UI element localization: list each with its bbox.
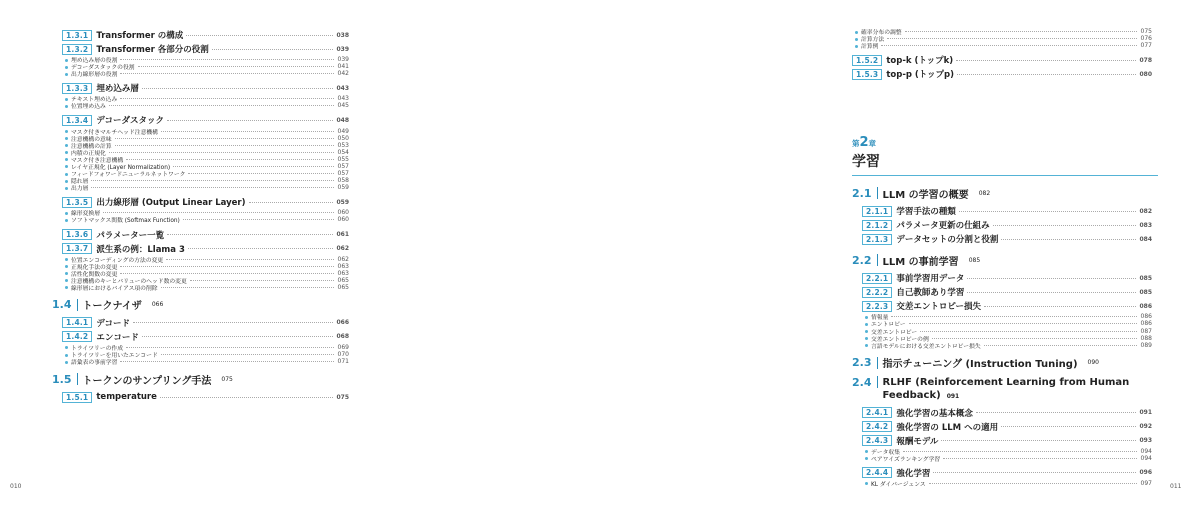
chapter-title: 学習 bbox=[852, 151, 1158, 176]
subsection-title: 線形変換層 bbox=[71, 211, 100, 218]
right-page bbox=[400, 0, 1181, 505]
section-number: 1.3.1 bbox=[62, 30, 92, 41]
toc-subsection-row[interactable] bbox=[62, 358, 349, 365]
section-number: 2.1.2 bbox=[862, 220, 892, 231]
section-title: 派生系の例：Llama 3 bbox=[96, 244, 185, 255]
page-ref: 094 bbox=[1140, 454, 1152, 462]
page-ref: 094 bbox=[1140, 447, 1152, 455]
subsection-title: 出力層 bbox=[71, 186, 89, 193]
leader-dots bbox=[161, 287, 334, 288]
toc-subsection-row[interactable] bbox=[62, 184, 349, 191]
section-number: 1.3.7 bbox=[62, 243, 92, 254]
toc-subsection-row[interactable] bbox=[862, 342, 1152, 349]
subsection-title: 活性化関数の変更 bbox=[71, 271, 118, 278]
leader-dots bbox=[956, 60, 1136, 61]
toc-subsection-row[interactable] bbox=[852, 42, 1152, 49]
section-title: Transformer 各部分の役割 bbox=[96, 45, 209, 55]
chapter-section-number: 1.5 bbox=[52, 372, 72, 386]
subsection-title: トライツリーの作成 bbox=[71, 346, 123, 353]
subsection-title: 正規化手法の変更 bbox=[71, 264, 118, 271]
page-ref: 039 bbox=[336, 45, 349, 53]
page-ref: 063 bbox=[337, 262, 349, 270]
leader-dots bbox=[957, 74, 1136, 75]
section-number: 1.3.5 bbox=[62, 197, 92, 208]
page-ref: 059 bbox=[336, 198, 349, 206]
chapter-section-number: 2.3 bbox=[852, 356, 872, 370]
leader-dots bbox=[887, 38, 1137, 39]
toc-section-row[interactable] bbox=[862, 218, 1152, 232]
section-number: 1.5.2 bbox=[852, 55, 882, 66]
page-ref: 085 bbox=[968, 256, 981, 264]
subsection-title: 注意機構の計算 bbox=[71, 143, 112, 150]
toc-section-row[interactable] bbox=[862, 420, 1152, 434]
subsection-title: 隠れ層 bbox=[71, 179, 89, 186]
section-title: 事前学習用データ bbox=[896, 274, 965, 285]
section-title: 強化学習 bbox=[896, 468, 931, 479]
section-title: デコード bbox=[96, 318, 131, 329]
toc-section-row[interactable] bbox=[862, 232, 1152, 246]
subsection-title: 情報量 bbox=[871, 315, 889, 322]
section-title: データセットの分割と役割 bbox=[896, 235, 999, 246]
chapter-section-title-text: トークンのサンプリング手法 bbox=[82, 375, 212, 387]
section-number: 1.5.3 bbox=[852, 69, 882, 80]
section-title: 交差エントロピー損失 bbox=[896, 302, 982, 313]
section-number: 2.1.1 bbox=[862, 206, 892, 217]
subsection-title: ソフトマックス関数 (Softmax Function) bbox=[71, 218, 180, 225]
subsection-title: 位置エンコーディングの方法の変更 bbox=[71, 257, 164, 264]
subsection-title: マスク付き注意機構 bbox=[71, 157, 124, 164]
toc-chapter-section-row[interactable] bbox=[52, 370, 349, 388]
leader-dots bbox=[920, 331, 1137, 332]
page-ref: 038 bbox=[336, 31, 349, 39]
divider bbox=[877, 357, 878, 369]
leader-dots bbox=[126, 347, 334, 348]
page-ref: 069 bbox=[337, 344, 349, 352]
toc-section-row[interactable] bbox=[62, 113, 349, 127]
leader-dots bbox=[115, 145, 334, 146]
page-ref: 045 bbox=[337, 102, 349, 110]
section-title: 埋め込み層 bbox=[96, 84, 139, 95]
leader-dots bbox=[933, 472, 1136, 473]
leader-dots bbox=[126, 159, 334, 160]
page-ref: 057 bbox=[337, 170, 349, 178]
section-number: 1.3.2 bbox=[62, 44, 92, 55]
chapter-section-number: 2.1 bbox=[852, 186, 872, 200]
toc-subsection-row[interactable] bbox=[62, 284, 349, 291]
page-ref: 065 bbox=[337, 283, 349, 291]
toc-section-row[interactable] bbox=[62, 28, 349, 42]
page-ref: 065 bbox=[337, 276, 349, 284]
leader-dots bbox=[190, 280, 334, 281]
section-number: 1.3.3 bbox=[62, 83, 92, 94]
section-number: 2.4.3 bbox=[862, 435, 892, 446]
page-ref: 060 bbox=[337, 216, 349, 224]
subsection-title: トライツリーを用いたエンコード bbox=[71, 353, 158, 360]
subsection-title: 注意機構の意味 bbox=[71, 136, 112, 143]
section-number: 1.5.1 bbox=[62, 392, 92, 403]
page-ref: 082 bbox=[978, 189, 991, 197]
page-ref: 075 bbox=[221, 375, 233, 383]
leader-dots bbox=[120, 98, 334, 99]
section-number: 1.4.1 bbox=[62, 317, 92, 328]
page-ref: 057 bbox=[337, 162, 349, 170]
page-ref: 080 bbox=[1139, 70, 1152, 78]
toc-section-row[interactable] bbox=[62, 316, 349, 330]
chapter-section-title bbox=[883, 355, 1078, 370]
chapter-section-title-text: LLM の事前学習 bbox=[882, 256, 959, 268]
subsection-title: 計算方法 bbox=[861, 37, 885, 44]
subsection-title: 交差エントロピー bbox=[871, 329, 918, 336]
subsection-title: データ収集 bbox=[871, 449, 900, 456]
toc-subsection-row[interactable] bbox=[862, 480, 1152, 487]
chapter-section-title bbox=[883, 186, 969, 201]
leader-dots bbox=[173, 166, 334, 167]
divider bbox=[77, 373, 78, 385]
subsection-title: 内積の正規化 bbox=[71, 150, 106, 157]
leader-dots bbox=[142, 336, 334, 337]
leader-dots bbox=[109, 105, 334, 106]
section-number: 2.4.1 bbox=[862, 407, 892, 418]
page-ref: 092 bbox=[1139, 423, 1152, 431]
leader-dots bbox=[188, 248, 334, 249]
toc-section-row[interactable] bbox=[862, 299, 1152, 313]
page-ref: 090 bbox=[1087, 359, 1099, 367]
leader-dots bbox=[142, 88, 334, 89]
leader-dots bbox=[903, 451, 1137, 452]
page-ref: 061 bbox=[336, 231, 349, 238]
chapter-label-suffix: 章 bbox=[868, 139, 877, 149]
toc-subsection-row[interactable] bbox=[852, 28, 1152, 35]
leader-dots bbox=[967, 278, 1136, 279]
leader-dots bbox=[166, 259, 334, 260]
subsection-title: 確率分布の調整 bbox=[861, 30, 902, 37]
page-ref: 039 bbox=[337, 56, 349, 64]
toc-subsection-row[interactable] bbox=[62, 177, 349, 184]
page-number: 011 bbox=[1170, 483, 1181, 490]
page-ref: 093 bbox=[1139, 437, 1152, 445]
toc-chapter-section-row[interactable] bbox=[852, 354, 1152, 372]
subsection-title: 埋め込み層の役割 bbox=[71, 58, 118, 65]
page-ref: 068 bbox=[336, 333, 349, 341]
toc-section-row[interactable] bbox=[862, 434, 1152, 448]
page-ref: 053 bbox=[337, 141, 349, 149]
leader-dots bbox=[212, 49, 334, 50]
section-title: パラメーター一覧 bbox=[96, 230, 165, 241]
subsection-title: レイヤ正規化 (Layer Normalization) bbox=[71, 164, 171, 171]
section-title: 自己教師あり学習 bbox=[896, 288, 965, 299]
leader-dots bbox=[984, 345, 1137, 346]
leader-dots bbox=[993, 225, 1137, 226]
toc-subsection-row[interactable] bbox=[62, 216, 349, 223]
section-title: デコーダスタック bbox=[96, 116, 165, 127]
divider bbox=[877, 254, 878, 266]
leader-dots bbox=[967, 292, 1136, 293]
toc-section-row[interactable] bbox=[62, 390, 349, 404]
leader-dots bbox=[1001, 239, 1136, 240]
leader-dots bbox=[115, 138, 334, 139]
toc-list bbox=[52, 28, 349, 404]
section-title: 出力線形層 (Output Linear Layer) bbox=[96, 198, 246, 209]
page-ref: 087 bbox=[1140, 327, 1152, 335]
page-ref: 097 bbox=[1140, 479, 1152, 487]
page-ref: 085 bbox=[1139, 288, 1152, 296]
leader-dots bbox=[120, 266, 334, 267]
chapter-section-title-text: トークナイザ bbox=[82, 301, 142, 313]
page-ref: 082 bbox=[1139, 207, 1152, 215]
subsection-title: ペアワイズランキング学習 bbox=[871, 456, 941, 463]
subsection-title: エントロピー bbox=[871, 322, 906, 329]
leader-dots bbox=[120, 59, 334, 60]
chapter-section-title bbox=[83, 297, 142, 312]
leader-dots bbox=[188, 173, 334, 174]
page-ref: 086 bbox=[1139, 302, 1152, 310]
leader-dots bbox=[138, 66, 334, 67]
section-title: top-p (トップp) bbox=[886, 70, 955, 81]
section-title: 強化学習の LLM への適用 bbox=[896, 422, 999, 433]
toc-section-row[interactable] bbox=[852, 67, 1152, 81]
chapter-header bbox=[852, 135, 1152, 176]
section-number: 2.2.3 bbox=[862, 301, 892, 312]
leader-dots bbox=[161, 354, 334, 355]
chapter-section-title-text: 指示チューニング (Instruction Tuning) bbox=[882, 359, 1078, 371]
toc-section-row[interactable] bbox=[862, 271, 1152, 285]
section-number: 2.1.3 bbox=[862, 234, 892, 245]
toc-section-row[interactable] bbox=[852, 53, 1152, 67]
leader-dots bbox=[161, 131, 334, 132]
leader-dots bbox=[167, 234, 333, 235]
page-ref: 055 bbox=[337, 155, 349, 163]
leader-dots bbox=[984, 306, 1136, 307]
chapter-section-number: 2.2 bbox=[852, 253, 872, 267]
page-ref: 058 bbox=[337, 177, 349, 185]
page-ref: 078 bbox=[1139, 56, 1152, 64]
chapter-number: 2 bbox=[859, 135, 869, 151]
page-ref: 054 bbox=[337, 148, 349, 156]
chapter-label bbox=[852, 135, 1152, 150]
section-title: top-k (トップk) bbox=[886, 56, 954, 67]
toc-subsection-row[interactable] bbox=[62, 102, 349, 109]
leader-dots bbox=[249, 202, 334, 203]
leader-dots bbox=[932, 338, 1137, 339]
toc-list bbox=[852, 184, 1152, 488]
toc-section-row[interactable] bbox=[62, 242, 349, 256]
subsection-title: 線形層におけるバイアス項の削除 bbox=[71, 285, 158, 292]
section-title: 強化学習の基本概念 bbox=[896, 408, 973, 419]
leader-dots bbox=[120, 73, 334, 74]
section-number: 2.4.4 bbox=[862, 467, 892, 478]
page-ref: 077 bbox=[1140, 42, 1152, 50]
toc-section-row[interactable] bbox=[62, 330, 349, 344]
page-number: 010 bbox=[10, 483, 22, 490]
page-ref: 076 bbox=[1140, 35, 1152, 43]
section-title: エンコード bbox=[96, 332, 139, 343]
page-ref: 088 bbox=[1140, 334, 1152, 342]
subsection-title: 注意機構のキーとバリューのヘッド数の変更 bbox=[71, 278, 187, 285]
toc-section-row[interactable] bbox=[62, 42, 349, 56]
page-ref: 063 bbox=[337, 269, 349, 277]
page-ref: 075 bbox=[336, 393, 349, 401]
page-ref: 083 bbox=[1139, 221, 1152, 229]
page-ref: 096 bbox=[1139, 469, 1152, 477]
chapter-section-title-text: LLM の学習の概要 bbox=[882, 189, 969, 201]
section-title: 報酬モデル bbox=[896, 436, 939, 447]
page-ref: 043 bbox=[337, 95, 349, 103]
leader-dots bbox=[959, 211, 1137, 212]
toc-subsection-row[interactable] bbox=[852, 35, 1152, 42]
subsection-title: 出力線形層の役割 bbox=[71, 72, 118, 79]
section-title: Transformer の構成 bbox=[96, 31, 184, 41]
section-title: パラメータ更新の仕組み bbox=[896, 221, 990, 232]
page-ref: 085 bbox=[1139, 274, 1152, 282]
divider bbox=[877, 376, 878, 388]
leader-dots bbox=[941, 440, 1136, 441]
page-ref: 070 bbox=[337, 351, 349, 359]
chapter-section-number: 2.4 bbox=[852, 375, 872, 389]
section-number: 1.4.2 bbox=[62, 331, 92, 342]
leader-dots bbox=[881, 45, 1137, 46]
subsection-title: 言語モデルにおける交差エントロピー損失 bbox=[871, 343, 981, 350]
section-number: 2.2.1 bbox=[862, 273, 892, 284]
chapter-section-title bbox=[883, 376, 1153, 403]
page-ref: 089 bbox=[1140, 341, 1152, 349]
chapter-section-number: 1.4 bbox=[52, 298, 72, 312]
leader-dots bbox=[91, 187, 334, 188]
divider bbox=[877, 187, 878, 199]
leader-dots bbox=[91, 180, 334, 181]
toc-chapter-section-row[interactable] bbox=[52, 296, 349, 314]
subsection-title: 位置埋め込み bbox=[71, 104, 106, 111]
page-ref: 059 bbox=[337, 184, 349, 192]
chapter-section-title bbox=[83, 372, 212, 387]
subsection-title: マスク付きマルチヘッド注意機構 bbox=[71, 129, 158, 136]
chapter-label-prefix: 第 bbox=[852, 139, 860, 149]
leader-dots bbox=[909, 323, 1137, 324]
section-title: temperature bbox=[96, 392, 157, 403]
toc-section-row[interactable] bbox=[862, 285, 1152, 299]
toc-section-row[interactable] bbox=[862, 466, 1152, 480]
page-ref: 041 bbox=[337, 63, 349, 71]
leader-dots bbox=[186, 35, 333, 36]
leader-dots bbox=[891, 316, 1137, 317]
toc-section-row[interactable] bbox=[862, 406, 1152, 420]
leader-dots bbox=[103, 212, 334, 213]
toc-chapter-section-row[interactable] bbox=[852, 184, 1152, 202]
page-ref: 050 bbox=[337, 134, 349, 142]
page-ref: 075 bbox=[1140, 28, 1152, 36]
page-ref: 091 bbox=[1139, 409, 1152, 417]
leader-dots bbox=[133, 322, 333, 323]
page-ref: 086 bbox=[1140, 313, 1152, 321]
section-number: 1.3.6 bbox=[62, 229, 92, 240]
page-ref: 084 bbox=[1139, 235, 1152, 243]
page-ref: 062 bbox=[336, 245, 349, 252]
subsection-title: デコーダスタックの役割 bbox=[71, 65, 135, 72]
leader-dots bbox=[905, 31, 1137, 32]
subsection-title: 交差エントロピーの例 bbox=[871, 336, 929, 343]
page-ref: 043 bbox=[336, 84, 349, 92]
toc-section-row[interactable] bbox=[62, 228, 349, 242]
toc-section-row[interactable] bbox=[62, 195, 349, 209]
page-ref: 062 bbox=[337, 255, 349, 263]
leader-dots bbox=[167, 120, 333, 121]
toc-chapter-section-row[interactable] bbox=[852, 251, 1152, 269]
leader-dots bbox=[943, 458, 1137, 459]
page-ref: 048 bbox=[336, 116, 349, 124]
page-ref: 086 bbox=[1140, 320, 1152, 328]
leader-dots bbox=[976, 412, 1137, 413]
section-title: 学習手法の種類 bbox=[896, 207, 956, 218]
page-ref: 042 bbox=[337, 70, 349, 78]
left-page bbox=[0, 0, 400, 505]
leader-dots bbox=[109, 152, 334, 153]
leader-dots bbox=[183, 219, 334, 220]
toc-subsection-row[interactable] bbox=[62, 170, 349, 177]
leader-dots bbox=[1001, 426, 1136, 427]
chapter-section-title bbox=[883, 253, 959, 268]
section-number: 1.3.4 bbox=[62, 115, 92, 126]
toc-section-row[interactable] bbox=[862, 204, 1152, 218]
leader-dots bbox=[120, 273, 334, 274]
page-ref: 066 bbox=[336, 319, 349, 327]
leader-dots bbox=[160, 397, 334, 398]
section-number: 2.2.2 bbox=[862, 287, 892, 298]
toc-section-row[interactable] bbox=[62, 81, 349, 95]
section-number: 2.4.2 bbox=[862, 421, 892, 432]
toc-subsection-row[interactable] bbox=[62, 70, 349, 77]
subsection-title: フィードフォワードニューラルネットワーク bbox=[71, 172, 186, 179]
page-ref: 060 bbox=[337, 209, 349, 217]
subsection-title: 計算例 bbox=[861, 44, 879, 51]
subsection-title: KL ダイバージェンス bbox=[871, 481, 926, 488]
page-ref: 071 bbox=[337, 358, 349, 366]
chapter-section-title-text: RLHF (Reinforcement Learning from Human Feedback) bbox=[882, 376, 1130, 401]
toc-subsection-row[interactable] bbox=[862, 455, 1152, 462]
divider bbox=[77, 299, 78, 311]
subsection-title: 語彙表の事前学習 bbox=[71, 360, 118, 367]
toc-chapter-section-row[interactable] bbox=[852, 376, 1152, 404]
page-ref: 091 bbox=[946, 392, 960, 400]
toc-list bbox=[852, 28, 1152, 487]
page-ref: 049 bbox=[337, 127, 349, 135]
page-ref: 066 bbox=[151, 301, 164, 309]
subsection-title: テキスト埋め込み bbox=[71, 97, 118, 104]
leader-dots bbox=[929, 483, 1137, 484]
leader-dots bbox=[120, 361, 334, 362]
